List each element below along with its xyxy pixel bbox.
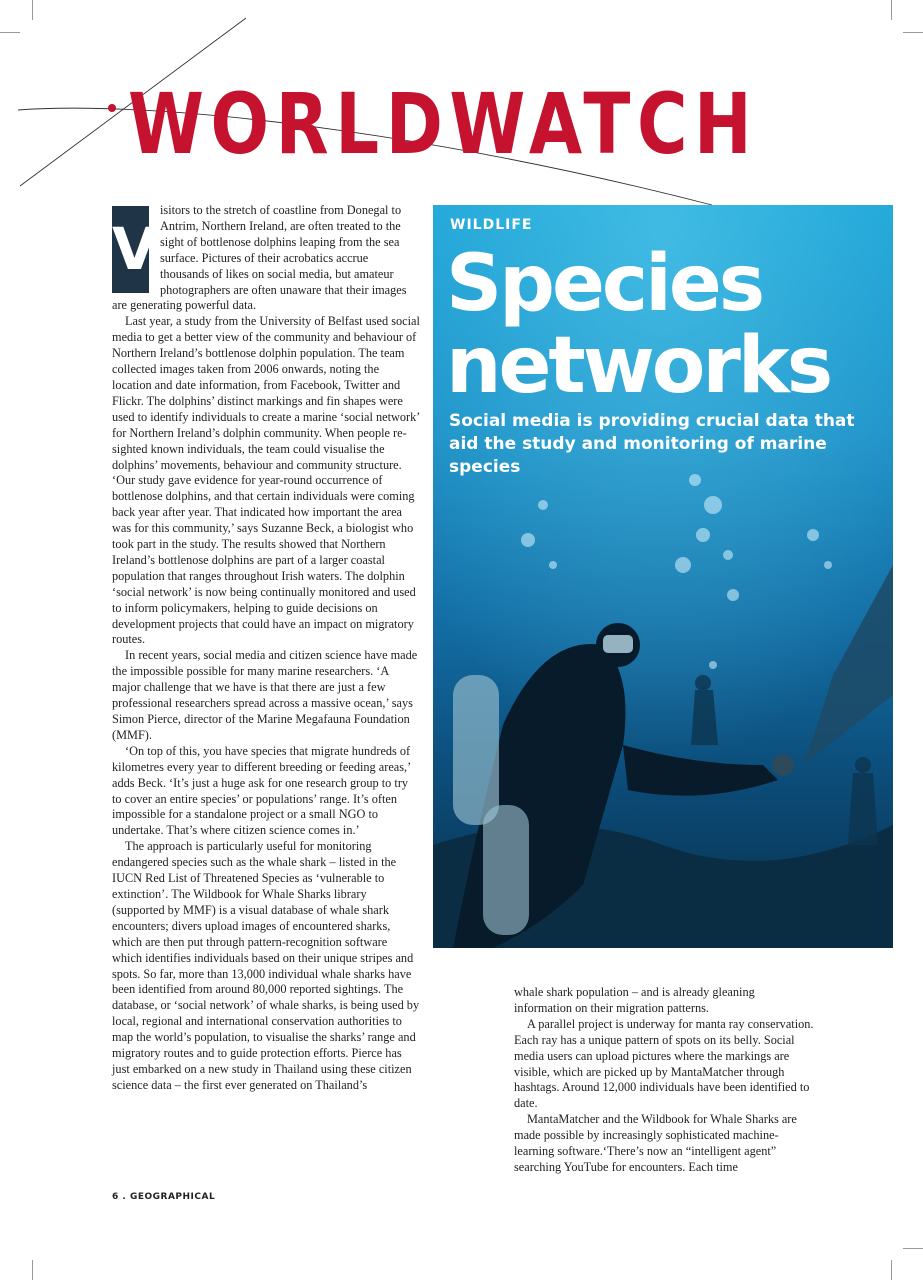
body-paragraph: whale shark population – and is already gleaning information on their migration patterns. — [514, 985, 755, 1015]
crop-mark — [891, 1260, 892, 1280]
standfirst: Social media is providing crucial data that aid the study and monitoring of marine species — [449, 411, 855, 477]
crop-mark — [32, 1260, 33, 1280]
body-paragraph: The approach is particularly useful for monitoring endangered species such as the whale shark – listed in the IUCN Red List of Threatened Species as ‘vulnerable to extinction’. The Wildbook for Whale Sharks library (supported by MMF) is a visual database of whale shark encounters; divers upload images of encountered sharks, which are then put through pattern-recognition software which identifies individuals based on their unique stripes and spots. So far, more than 13,000 individual whale sharks have been identified from around 80,000 reported sightings. The database, or ‘social network’ of whale sharks, is being used by local, regional and international conservation authorities to map the world’s population, to visualise the sharks’ range and migratory routes and to guide protection efforts. Pierce has just embarked on a new study in Thailand using these citizen science data – the first ever generated on Thailand’s — [112, 839, 420, 1092]
body-paragraph: A parallel project is underway for manta ray conservation. Each ray has a unique pattern of spots on its belly. Social media users can upload pictures where the markings are visible, which are picked up by MantaMatcher through hashtags. Around 12,000 individuals have been identified to date. — [514, 1016, 814, 1111]
body-paragraph: Last year, a study from the University of Belfast used social media to get a better view of the community and behaviour of Northern Ireland’s bottlenose dolphin population. The team collected images taken from 2006 onwards, noting the location and date information, from Facebook, Twitter and Flickr. The dolphins’ distinct markings and fin shapes were used to identify individuals to create a marine ‘social network’ for Northern Ireland’s dolphin community. When people re-sighted known individuals, the team could visualise the dolphins’ movements, behaviour and community structure. ‘Our study gave evidence for year-round occurrence of bottlenose dolphins, and that certain individuals were coming back year after year. That indicated how important the area was for this community,’ says Suzanne Beck, a biologist who took part in the study. The results showed that Northern Ireland’s bottlenose dolphins are part of a larger coastal population that ranges throughout Irish waters. The dolphin ‘social network’ is now being continually monitored and used to inform policymakers, helping to guide decisions on development projects that could have an impact on migratory routes. — [112, 314, 420, 647]
feature-photo — [433, 205, 893, 948]
feature-headline — [446, 239, 886, 411]
section-kicker: WILDLIFE — [450, 217, 533, 233]
crop-mark — [903, 1248, 923, 1249]
body-paragraph: MantaMatcher and the Wildbook for Whale Sharks are made possible by increasingly sophisticated machine-learning software.‘There’s now an “intelligent agent” searching YouTube for encounters. Each time — [514, 1112, 797, 1174]
section-banner: WORLDWATCH — [128, 75, 759, 173]
body-paragraph: In recent years, social media and citizen science have made the impossible possible for many marine researchers. ‘A major challenge that we have is that there are just a few professional researchers spread across a massive ocean,’ says Simon Pierce, director of the Marine Megafauna Foundation (MMF). — [112, 648, 418, 742]
page-folio: 6 . GEOGRAPHICAL — [112, 1192, 216, 1202]
headline-line: networks — [446, 321, 831, 411]
lead-paragraph: V isitors to the stretch of coastline from Donegal to Antrim, Northern Ireland, are often treated to the sight of bottlenose dolphins leaping from the sea surface. Pictures of their acrobatics accrue thousands of likes on social media, but amateur photographers are often unaware that their images are generating powerful data. — [112, 203, 407, 313]
drop-cap: V — [112, 206, 149, 293]
body-paragraph: ‘On top of this, you have species that migrate hundreds of kilometres every year to different breeding or feeding areas,’ adds Beck. ‘It’s just a huge ask for one research group to try to cover an entire species’ or populations’ range. It’s often impossible for a standalone project or a small NGO to undertake. That’s where citizen science comes in.’ — [112, 743, 411, 838]
article-column-left — [112, 203, 420, 1094]
headline-line: Species — [446, 239, 763, 329]
article-column-right — [514, 985, 814, 1176]
